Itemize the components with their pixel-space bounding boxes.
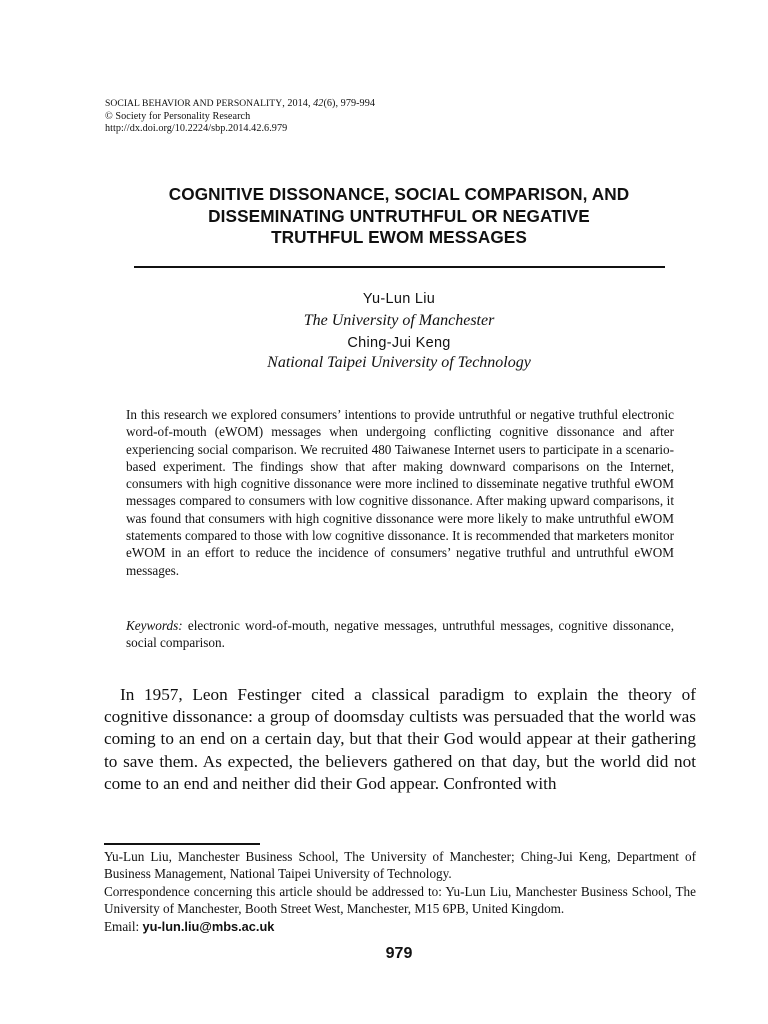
- journal-copyright: © Society for Personality Research: [105, 110, 251, 122]
- keywords-label: Keywords:: [126, 618, 183, 633]
- journal-doi: http://dx.doi.org/10.2224/sbp.2014.42.6.979: [105, 123, 288, 135]
- title-line-3: TRUTHFUL EWOM MESSAGES: [271, 227, 527, 247]
- title-line-1: COGNITIVE DISSONANCE, SOCIAL COMPARISON, AND: [168, 184, 630, 204]
- keywords-text: electronic word-of-mouth, negative messages, untruthful messages, cognitive dissonance, social comparison.: [126, 618, 674, 651]
- author-affiliation-1: The University of Manchester: [303, 312, 495, 329]
- title-line-2: DISSEMINATING UNTRUTHFUL OR NEGATIVE: [208, 205, 590, 226]
- email-label: Email:: [104, 918, 143, 934]
- body-paragraph: In 1957, Leon Festinger cited a classical paradigm to explain the theory of cognitive dissonance: a group of doomsday cultists was persuaded that the world was coming to an end on a certain day, but that their God would appear at their gathering to save them. As expected, the believers gathered on that day, but the world did not come to an end and neither did their God appear. Confronted with: [104, 685, 696, 793]
- author-affiliation-2: National Taipei University of Technology: [267, 354, 531, 371]
- page-number: 979: [385, 945, 413, 962]
- journal-name: SOCIAL BEHAVIOR AND PERSONALITY: [105, 98, 283, 109]
- abstract: In this research we explored consumers’ intentions to provide untruthful or negative truthful electronic word-of-mouth (eWOM) messages when undergoing conflicting cognitive dissonance and after experiencing social comparison. We recruited 480 Taiwanese Internet users to participate in a scenario-based experiment. The findings show that after making downward comparisons on the Internet, consumers with high cognitive dissonance were more inclined to disseminate negative truthful eWOM messages compared to consumers with low cognitive dissonance. After making upward comparisons, it was found that consumers with high cognitive dissonance were more likely to make untruthful eWOM statements compared to those with low cognitive dissonance. It is recommended that marketers monitor eWOM in an effort to reduce the incidence of consumers’ negative truthful and untruthful eWOM messages.: [126, 407, 674, 578]
- article-title: [110, 184, 688, 249]
- footnote: [104, 848, 696, 935]
- keywords: [126, 617, 674, 652]
- author-name-2: Ching-Jui Keng: [347, 335, 451, 351]
- journal-year: , 2014,: [282, 98, 314, 109]
- footnote-correspondence: Correspondence concerning this article should be addressed to: Yu-Lun Liu, Manchester Business School, The University of Manchester, Booth Street West, Manchester, M15 6PB, United Kingdom.: [104, 883, 696, 917]
- journal-header: [105, 98, 375, 136]
- journal-issue-pages: (6), 979-994: [323, 98, 375, 109]
- journal-volume: 42: [313, 98, 324, 109]
- footnote-affiliations: Yu-Lun Liu, Manchester Business School, The University of Manchester; Ching-Jui Keng, Department of Business Management, National Taipei University of Technology.: [104, 849, 696, 882]
- journal-citation: [105, 98, 375, 111]
- footnote-email-line: [104, 918, 696, 935]
- email-address: yu-lun.liu@mbs.ac.uk: [142, 918, 275, 934]
- author-name-1: Yu-Lun Liu: [362, 291, 436, 307]
- title-divider: [134, 266, 665, 268]
- footnote-divider: [104, 843, 260, 845]
